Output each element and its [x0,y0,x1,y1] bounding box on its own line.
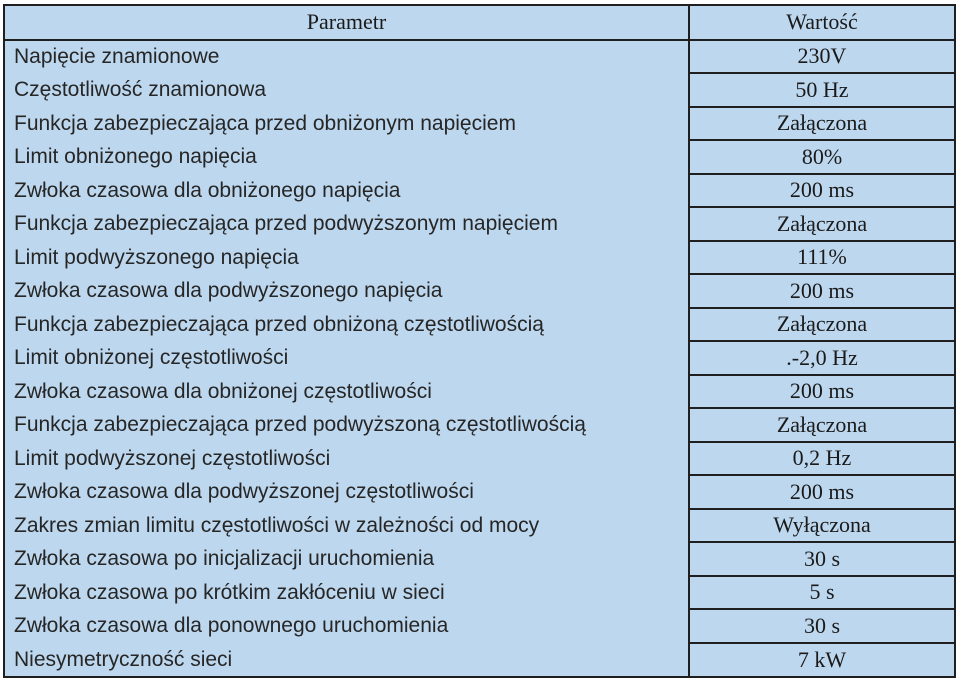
table-row [5,73,954,107]
value-cell: Załączona [689,408,954,442]
header-parametr: Parametr [5,6,689,40]
value-cell: 200 ms [689,174,954,208]
table-row [5,442,954,476]
param-cell: Zwłoka czasowa dla obniżonej częstotliwości [14,379,432,403]
table-row [5,241,954,275]
header-wartosc: Wartość [689,6,954,40]
value-cell: 80% [689,140,954,174]
param-cell: Limit podwyższonego napięcia [14,245,299,269]
table-row [5,643,954,677]
table-row [5,475,954,509]
param-cell: Limit obniżonej częstotliwości [14,346,289,370]
table-header-row [5,6,954,40]
param-cell: Zakres zmian limitu częstotliwości w zależności od mocy [14,513,540,537]
value-cell: .-2,0 Hz [689,341,954,375]
param-cell: Zwłoka czasowa po inicjalizacji uruchomienia [14,547,435,571]
value-cell: 230V [689,40,954,74]
value-cell: 200 ms [689,475,954,509]
table-row [5,174,954,208]
table-row [5,576,954,610]
param-cell: Funkcja zabezpieczająca przed podwyższonym napięciem [14,212,558,236]
table-row [5,375,954,409]
param-cell: Napięcie znamionowe [14,45,220,69]
table-row [5,207,954,241]
param-cell: Limit obniżonego napięcia [14,145,257,169]
value-cell: 0,2 Hz [689,442,954,476]
parameters-table [3,4,956,678]
value-cell: Załączona [689,207,954,241]
value-cell: 30 s [689,542,954,576]
param-cell: Zwłoka czasowa dla ponownego uruchomienia [14,614,449,638]
value-cell: 111% [689,241,954,275]
param-cell: Funkcja zabezpieczająca przed obniżoną częstotliwością [14,312,544,336]
table-row [5,609,954,643]
table-row [5,308,954,342]
value-cell: 200 ms [689,274,954,308]
value-cell: 30 s [689,609,954,643]
table-row [5,140,954,174]
table-row [5,509,954,543]
param-cell: Zwłoka czasowa po krótkim zakłóceniu w sieci [14,580,445,604]
table-body [5,40,954,677]
value-cell: Wyłączona [689,509,954,543]
value-cell: Załączona [689,308,954,342]
param-cell: Zwłoka czasowa dla obniżonego napięcia [14,178,401,202]
table-row [5,40,954,74]
parameters-grid [5,6,954,676]
param-cell: Częstotliwość znamionowa [14,78,267,102]
value-cell: 50 Hz [689,73,954,107]
table-row [5,107,954,141]
param-cell: Funkcja zabezpieczająca przed obniżonym napięciem [14,111,516,135]
param-cell: Funkcja zabezpieczająca przed podwyższoną częstotliwością [14,413,586,437]
table-row [5,542,954,576]
param-cell: Limit podwyższonej częstotliwości [14,446,331,470]
value-cell: 5 s [689,576,954,610]
table-row [5,408,954,442]
param-cell: Zwłoka czasowa dla podwyższonej częstotliwości [14,480,474,504]
param-cell: Zwłoka czasowa dla podwyższonego napięcia [14,279,443,303]
value-cell: Załączona [689,107,954,141]
param-cell: Niesymetryczność sieci [14,647,233,671]
table-row [5,341,954,375]
table-row [5,274,954,308]
value-cell: 7 kW [689,643,954,677]
value-cell: 200 ms [689,375,954,409]
